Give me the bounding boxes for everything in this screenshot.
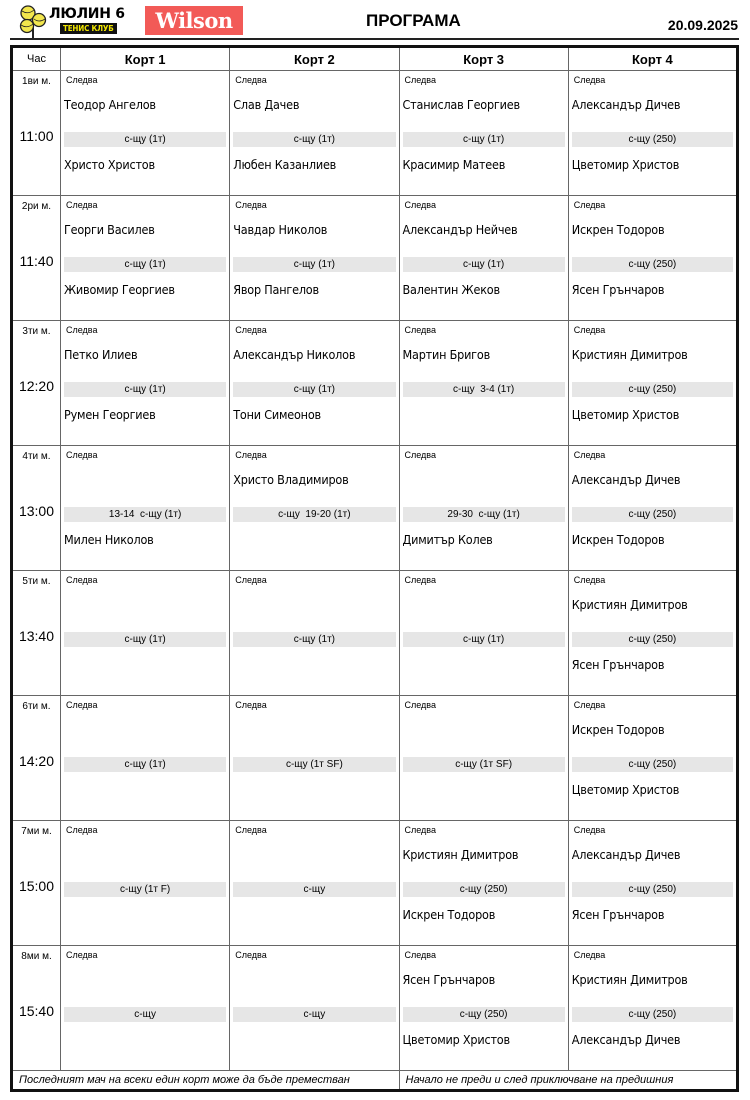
slot-time: 14:20 [18,753,55,769]
match-cell [399,71,568,196]
match-info: с-щу (1т SF) [403,757,565,772]
player-two: Александър Дичев [571,1032,681,1047]
slot-label: 2ри м. [21,201,52,212]
player-two: Ясен Грънчаров [571,657,665,672]
next-label: Следва [573,575,606,585]
player-two: Димитър Колев [402,532,493,547]
player-two: Искрен Тодоров [402,907,496,922]
slot-label: 6ти м. [22,701,51,712]
match-cell [568,821,737,946]
page-header [0,0,750,40]
slot-label: 5ти м. [22,576,51,587]
match-cell [568,946,737,1071]
next-label: Следва [235,75,267,85]
next-label: Следва [235,450,267,460]
match-info: с-щу (1т) [233,632,395,647]
table-row [12,446,738,571]
next-label: Следва [404,575,436,585]
match-cell [230,696,399,821]
match-cell [568,321,737,446]
footer-row [12,1071,738,1091]
match-cell [230,946,399,1071]
match-cell [61,571,230,696]
match-cell [61,821,230,946]
match-cell [230,446,399,571]
match-cell [230,571,399,696]
next-label: Следва [404,75,436,85]
match-info: с-щу (1т) [233,132,395,147]
court-header: Корт 1 [61,47,230,71]
match-info: с-щу (1т) [64,132,226,147]
footer-note-right: Начало не преди и след приключване на предишния [399,1071,738,1091]
match-info: с-щу 3-4 (1т) [403,382,565,397]
match-info: с-щу (1т F) [64,882,226,897]
match-cell [568,571,737,696]
player-two: Валентин Жеков [402,282,500,297]
match-cell [399,946,568,1071]
club-subtitle: ТЕНИС КЛУБ [60,23,117,34]
player-two: Любен Казанлиев [233,157,337,172]
match-info: с-щу (1т) [233,382,395,397]
player-one: Александър Нейчев [402,222,518,237]
player-two: Цветомир Христов [571,157,680,172]
player-one: Искрен Тодоров [571,722,665,737]
player-one: Теодор Ангелов [64,97,156,112]
match-info: с-щу (1т) [64,382,226,397]
match-info: с-щу (250) [403,1007,565,1022]
footer-note-left: Последният мач на всеки един корт може да бъде преместван [12,1071,400,1091]
table-row [12,571,738,696]
slot-label: 3ти м. [22,326,51,337]
next-label: Следва [404,950,436,960]
tennis-tree-logo-icon [18,4,48,38]
table-row [12,71,738,196]
time-slot-cell [12,571,61,696]
next-label: Следва [235,700,267,710]
match-cell [399,446,568,571]
player-one: Александър Дичев [571,97,681,112]
next-label: Следва [404,450,436,460]
player-one: Александър Дичев [571,472,681,487]
next-label: Следва [66,950,98,960]
next-label: Следва [66,575,98,585]
next-label: Следва [235,575,267,585]
slot-time: 15:40 [18,1003,55,1019]
next-label: Следва [404,325,436,335]
next-label: Следва [573,75,606,85]
match-cell [61,696,230,821]
player-two: Ясен Грънчаров [571,282,665,297]
time-slot-cell [12,946,61,1071]
court-header: Корт 2 [230,47,399,71]
player-one: Кристиян Димитров [571,597,688,612]
player-one: Христо Владимиров [233,472,349,487]
player-one: Кристиян Димитров [571,347,688,362]
player-two: Цветомир Христов [571,782,680,797]
table-row [12,946,738,1071]
match-info: 29-30 с-щу (1т) [403,507,565,522]
match-cell [568,446,737,571]
player-two: Искрен Тодоров [571,532,665,547]
player-two: Христо Христов [64,157,155,172]
time-slot-cell [12,71,61,196]
player-one: Петко Илиев [64,347,138,362]
match-info: с-щу (250) [572,382,733,397]
match-info: с-щу (1т) [64,632,226,647]
match-info: с-щу [64,1007,226,1022]
match-info: с-щу (1т) [403,132,565,147]
match-info: с-щу [233,882,395,897]
page-title: ПРОГРАМА [366,11,461,30]
player-two: Тони Симеонов [233,407,321,422]
table-row [12,321,738,446]
player-two: Красимир Матеев [402,157,506,172]
player-one: Мартин Бригов [402,347,490,362]
next-label: Следва [573,450,606,460]
player-one: Александър Дичев [571,847,681,862]
hour-column-header: Час [12,47,61,71]
table-row [12,696,738,821]
player-one: Станислав Георгиев [402,97,520,112]
match-cell [568,196,737,321]
slot-time: 13:00 [18,503,55,519]
match-info: с-щу (250) [572,757,733,772]
player-two: Ясен Грънчаров [571,907,665,922]
time-slot-cell [12,821,61,946]
slot-label: 8ми м. [21,951,52,962]
schedule-table [10,45,739,1092]
player-one: Георги Василев [64,222,155,237]
next-label: Следва [235,200,267,210]
match-cell [568,696,737,821]
next-label: Следва [573,325,606,335]
slot-time: 11:00 [19,128,54,144]
player-two: Румен Георгиев [64,407,156,422]
next-label: Следва [573,200,606,210]
schedule-body [12,71,738,1071]
time-slot-cell [12,446,61,571]
next-label: Следва [404,825,436,835]
next-label: Следва [573,825,606,835]
player-two: Явор Пангелов [233,282,319,297]
match-cell [230,196,399,321]
player-one: Кристиян Димитров [402,847,519,862]
match-info: с-щу (1т) [403,632,565,647]
match-cell [230,821,399,946]
match-cell [61,71,230,196]
next-label: Следва [235,825,267,835]
table-row [12,196,738,321]
match-info: с-щу (1т) [233,257,395,272]
match-info: с-щу (1т) [64,257,226,272]
match-cell [61,946,230,1071]
slot-time: 13:40 [18,628,55,644]
next-label: Следва [66,75,98,85]
match-cell [230,321,399,446]
next-label: Следва [235,325,267,335]
time-slot-cell [12,696,61,821]
player-one: Слав Дачев [233,97,300,112]
match-info: с-щу (250) [572,632,733,647]
court-header: Корт 4 [568,47,737,71]
court-header: Корт 3 [399,47,568,71]
match-info: с-щу (250) [572,1007,733,1022]
match-info: с-щу (1т) [403,257,565,272]
slot-label: 4ти м. [22,451,51,462]
header-divider [10,38,739,40]
club-name: ЛЮЛИН 6 [49,6,125,22]
match-cell [399,696,568,821]
match-cell [230,71,399,196]
next-label: Следва [66,825,98,835]
slot-label: 1ви м. [22,76,51,87]
slot-time: 11:40 [19,253,54,269]
match-info: с-щу (250) [572,882,733,897]
next-label: Следва [573,950,606,960]
match-info: с-щу (250) [572,132,733,147]
match-cell [399,321,568,446]
player-two: Цветомир Христов [402,1032,510,1047]
match-cell [61,196,230,321]
schedule-date: 20.09.2025 [667,17,738,33]
match-info: с-щу 19-20 (1т) [233,507,395,522]
table-row [12,821,738,946]
next-label: Следва [66,325,98,335]
table-header-row [12,47,738,71]
match-cell [399,196,568,321]
next-label: Следва [235,950,267,960]
player-one: Кристиян Димитров [571,972,688,987]
slot-label: 7ми м. [21,826,52,837]
slot-time: 12:20 [18,378,55,394]
player-two: Милен Николов [64,532,154,547]
player-one: Ясен Грънчаров [402,972,496,987]
match-cell [399,571,568,696]
player-two: Живомир Георгиев [64,282,175,297]
next-label: Следва [66,450,98,460]
time-slot-cell [12,321,61,446]
player-two: Цветомир Христов [571,407,680,422]
match-info: с-щу (250) [572,257,733,272]
match-info: с-щу (250) [572,507,733,522]
match-info: с-щу (1т) [64,757,226,772]
player-one: Искрен Тодоров [571,222,665,237]
match-cell [399,821,568,946]
sponsor-logo: Wilson [145,6,243,35]
match-cell [61,446,230,571]
next-label: Следва [404,700,436,710]
slot-time: 15:00 [18,878,55,894]
player-one: Александър Николов [233,347,356,362]
next-label: Следва [573,700,606,710]
time-slot-cell [12,196,61,321]
next-label: Следва [66,200,98,210]
match-cell [61,321,230,446]
next-label: Следва [66,700,98,710]
match-info: с-щу [233,1007,395,1022]
match-cell [568,71,737,196]
next-label: Следва [404,200,436,210]
player-one: Чавдар Николов [233,222,328,237]
match-info: с-щу (250) [403,882,565,897]
match-info: с-щу (1т SF) [233,757,395,772]
match-info: 13-14 с-щу (1т) [64,507,226,522]
